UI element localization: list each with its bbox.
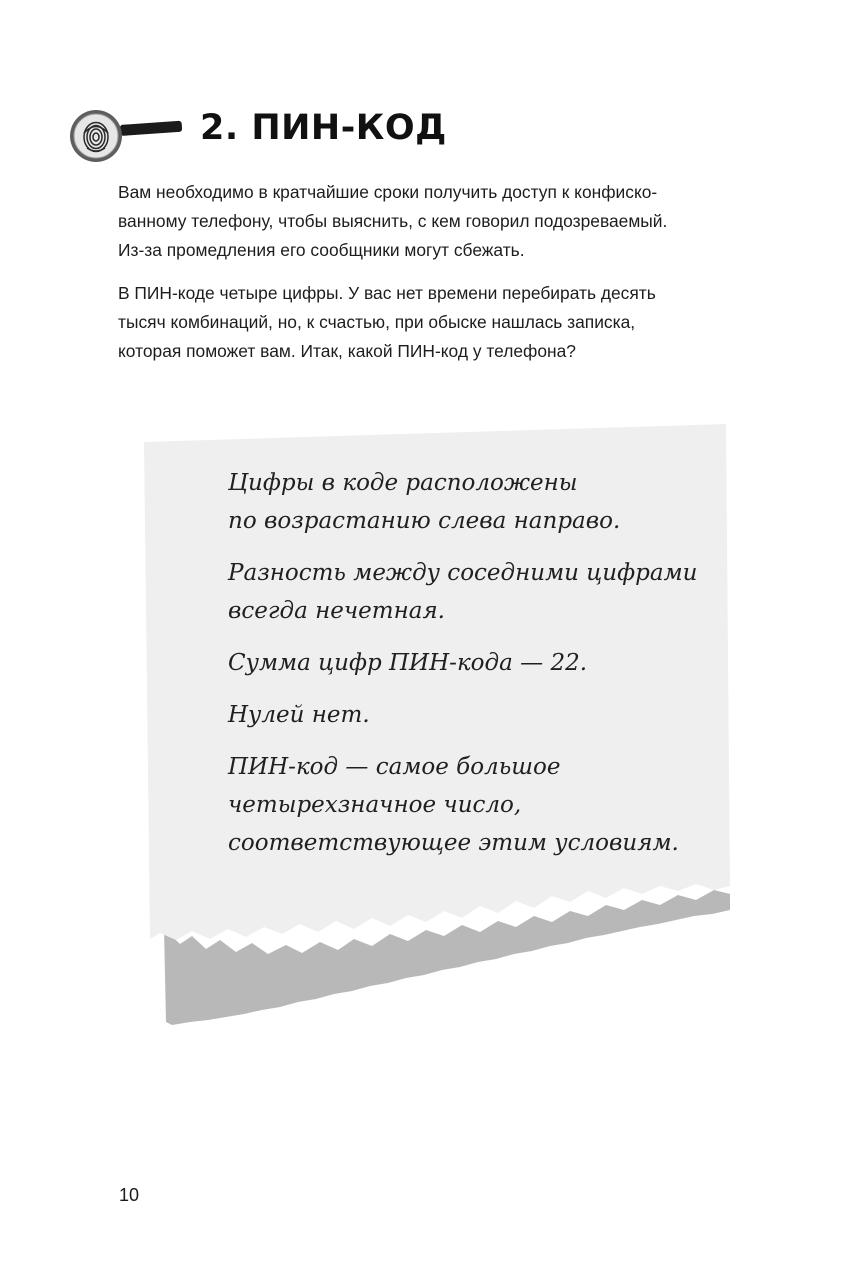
note-text [228,464,728,862]
text-line: которая поможет вам. Итак, какой ПИН-код у телефона? [118,341,576,361]
text-line: В ПИН-коде четыре цифры. У вас нет времени перебирать десять [118,283,656,303]
note-line: Разность между соседними цифрами [228,560,698,586]
chapter-title: 2. ПИН-КОД [200,108,447,148]
note-line: Цифры в коде расположены [228,470,578,496]
chapter-heading [62,100,192,170]
note-line: ПИН-код — самое большое [228,754,561,780]
text-line: Из-за промедления его сообщники могут сбежать. [118,240,525,260]
note-line: соответствующее этим условиям. [228,830,679,856]
note-line: всегда нечетная. [228,598,445,624]
text-line: тысяч комбинаций, но, к счастью, при обыске нашлась записка, [118,312,636,332]
text-line: ванному телефону, чтобы выяснить, с кем говорил подозреваемый. [118,211,668,231]
intro-paragraph-1 [118,178,768,265]
page-number: 10 [119,1185,140,1205]
intro-text [118,178,768,380]
note-line: по возрастанию слева направо. [228,508,621,534]
note-line: Сумма цифр ПИН-кода — 22. [228,650,588,676]
handwritten-note [140,424,740,1034]
note-line: Нулей нет. [228,702,370,728]
text-line: Вам необходимо в кратчайшие сроки получить доступ к конфиско- [118,182,658,202]
note-line: четырехзначное число, [228,792,522,818]
intro-paragraph-2 [118,279,768,366]
magnifying-glass-fingerprint-icon [62,100,192,170]
